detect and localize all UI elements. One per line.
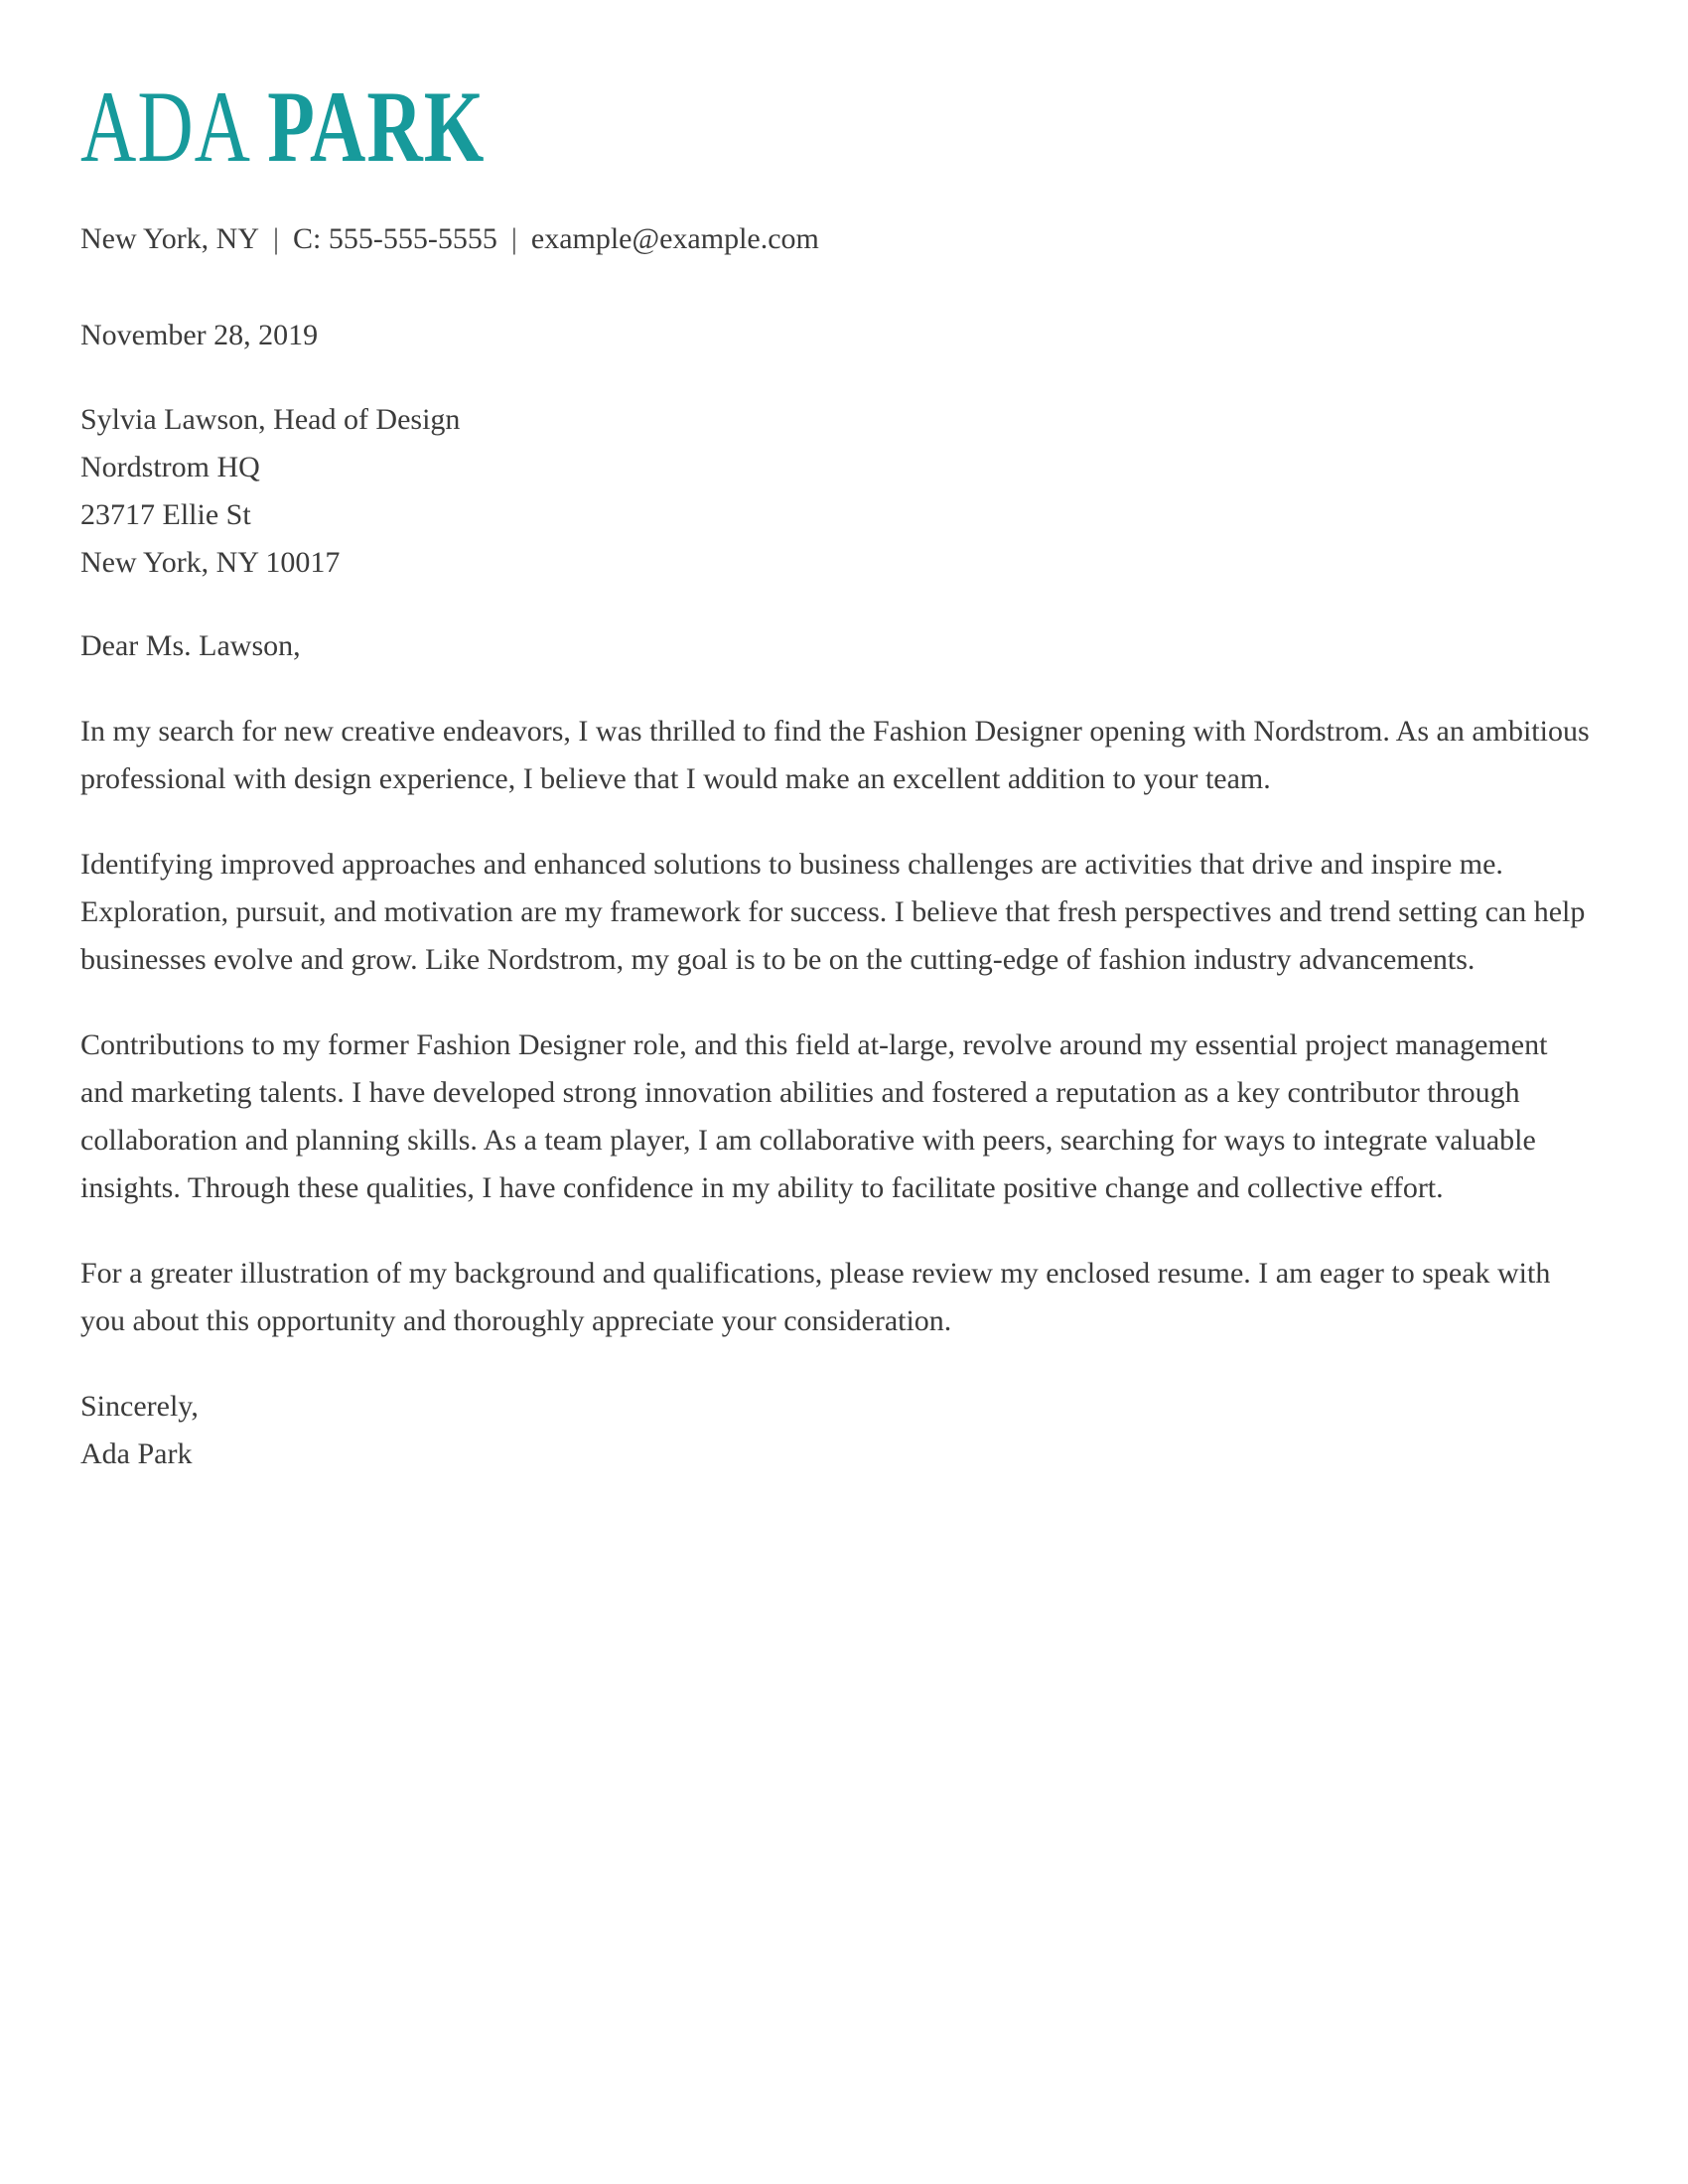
contact-email: example@example.com: [530, 222, 819, 255]
recipient-company: Nordstrom HQ: [80, 451, 260, 483]
contact-phone: C: 555-555-5555: [293, 222, 497, 255]
date-line: November 28, 2019: [80, 319, 319, 351]
contact-line: [80, 215, 1590, 263]
recipient-block: [80, 396, 1590, 587]
last-name: PARK: [267, 68, 486, 184]
contact-location: New York, NY: [80, 222, 260, 255]
body-paragraph: In my search for new creative endeavors, I was thrilled to find the Fashion Designer opening with Nordstrom. As an ambitious professional with design experience, I believe that I would make an excellent addition to your team.: [80, 715, 1590, 795]
first-name: ADA: [80, 68, 247, 184]
closing-block: [80, 1383, 1590, 1478]
signature-name: Ada Park: [80, 1437, 193, 1470]
recipient-street: 23717 Ellie St: [80, 498, 251, 531]
body-paragraph: Contributions to my former Fashion Designer role, and this field at-large, revolve around my essential project management and marketing talents. I have developed strong innovation abilities and fostered a reputation as a key contributor through collaboration and planning skills. As a team player, I am collaborative with peers, searching for ways to integrate valuable insights. Through these qualities, I have confidence in my ability to facilitate positive change and collective effort.: [80, 1028, 1548, 1204]
contact-separator: |: [273, 222, 280, 255]
closing: Sincerely,: [80, 1390, 199, 1423]
body-paragraph: For a greater illustration of my background and qualifications, please review my enclosed resume. I am eager to speak with you about this opportunity and thoroughly appreciate your consideration.: [80, 1257, 1551, 1337]
page-title: [80, 68, 1590, 184]
recipient-name: Sylvia Lawson, Head of Design: [80, 403, 461, 436]
salutation: Dear Ms. Lawson,: [80, 629, 301, 662]
contact-separator: |: [510, 222, 517, 255]
body-paragraph: Identifying improved approaches and enhanced solutions to business challenges are activities that drive and inspire me. Exploration, pursuit, and motivation are my framework for success. I believe that fresh perspectives and trend setting can help businesses evolve and grow. Like Nordstrom, my goal is to be on the cutting-edge of fashion industry advancements.: [80, 848, 1586, 976]
recipient-city-state-zip: New York, NY 10017: [80, 546, 341, 579]
